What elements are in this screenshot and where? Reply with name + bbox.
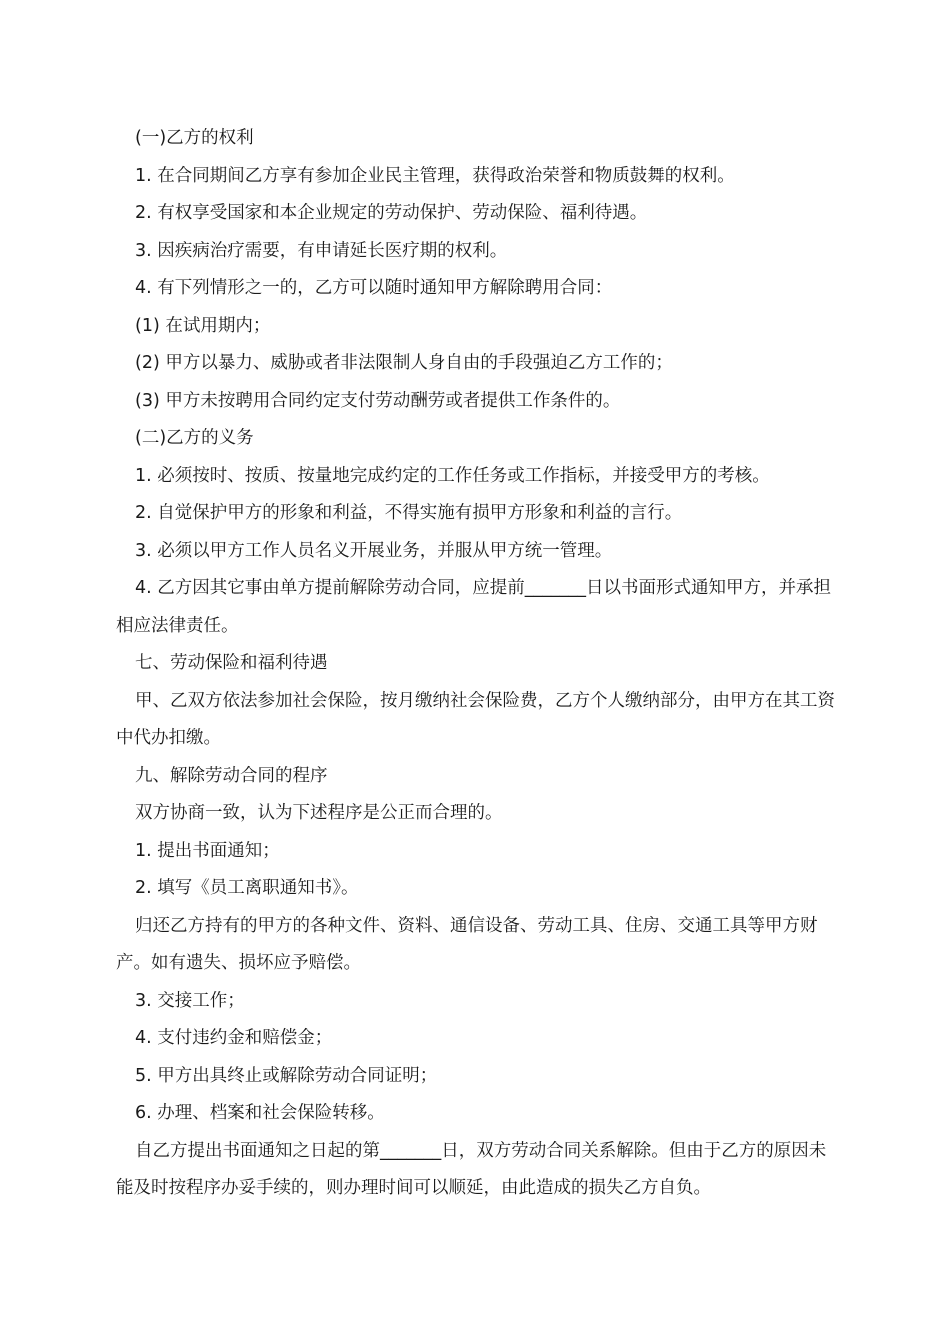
paragraph: 1. 在合同期间乙方享有参加企业民主管理，获得政治荣誉和物质鼓舞的权利。: [135, 165, 735, 186]
paragraph: 甲、乙双方依法参加社会保险，按月缴纳社会保险费，乙方个人缴纳部分，由甲方在其工资中代办扣缴。: [116, 690, 835, 748]
document-body: [116, 120, 836, 1208]
section-heading-termination: 九、解除劳动合同的程序: [135, 765, 328, 786]
paragraph: (1) 在试用期内；: [135, 315, 271, 336]
paragraph: 3. 必须以甲方工作人员名义开展业务，并服从甲方统一管理。: [135, 540, 613, 561]
paragraph: 归还乙方持有的甲方的各种文件、资料、通信设备、劳动工具、住房、交通工具等甲方财产。如有遗失、损坏应予赔偿。: [116, 915, 818, 973]
paragraph: 6. 办理、档案和社会保险转移。: [135, 1103, 385, 1123]
paragraph: 5. 甲方出具终止或解除劳动合同证明；: [135, 1065, 438, 1086]
paragraph: 2. 填写《员工离职通知书》。: [135, 878, 359, 898]
paragraph: 4. 乙方因其它事由单方提前解除劳动合同，应提前_______日以书面形式通知甲方，并承担相应法律责任。: [116, 578, 832, 636]
paragraph: 4. 支付违约金和赔偿金；: [135, 1028, 333, 1048]
paragraph: 3. 因疾病治疗需要，有申请延长医疗期的权利。: [135, 240, 508, 261]
paragraph: (2) 甲方以暴力、威胁或者非法限制人身自由的手段强迫乙方工作的；: [135, 353, 673, 373]
paragraph: 4. 有下列情形之一的，乙方可以随时通知甲方解除聘用合同：: [135, 278, 613, 298]
paragraph: 1. 必须按时、按质、按量地完成约定的工作任务或工作指标，并接受甲方的考核。: [135, 465, 770, 486]
paragraph: 1. 提出书面通知；: [135, 840, 280, 861]
paragraph: 自乙方提出书面通知之日起的第_______日，双方劳动合同关系解除。但由于乙方的原因未能及时按程序办妥手续的，则办理时间可以顺延，由此造成的损失乙方自负。: [116, 1140, 827, 1198]
paragraph: 2. 自觉保护甲方的形象和利益，不得实施有损甲方形象和利益的言行。: [135, 503, 683, 523]
paragraph: 双方协商一致，认为下述程序是公正而合理的。: [135, 803, 503, 823]
section-heading-party-b-rights: (一)乙方的权利: [135, 128, 254, 148]
paragraph: 2. 有权享受国家和本企业规定的劳动保护、劳动保险、福利待遇。: [135, 203, 648, 223]
section-heading-insurance: 七、劳动保险和福利待遇: [135, 653, 328, 673]
paragraph: (3) 甲方未按聘用合同约定支付劳动酬劳或者提供工作条件的。: [135, 390, 621, 411]
section-heading-party-b-obligations: (二)乙方的义务: [135, 428, 254, 448]
paragraph: 3. 交接工作；: [135, 990, 245, 1011]
